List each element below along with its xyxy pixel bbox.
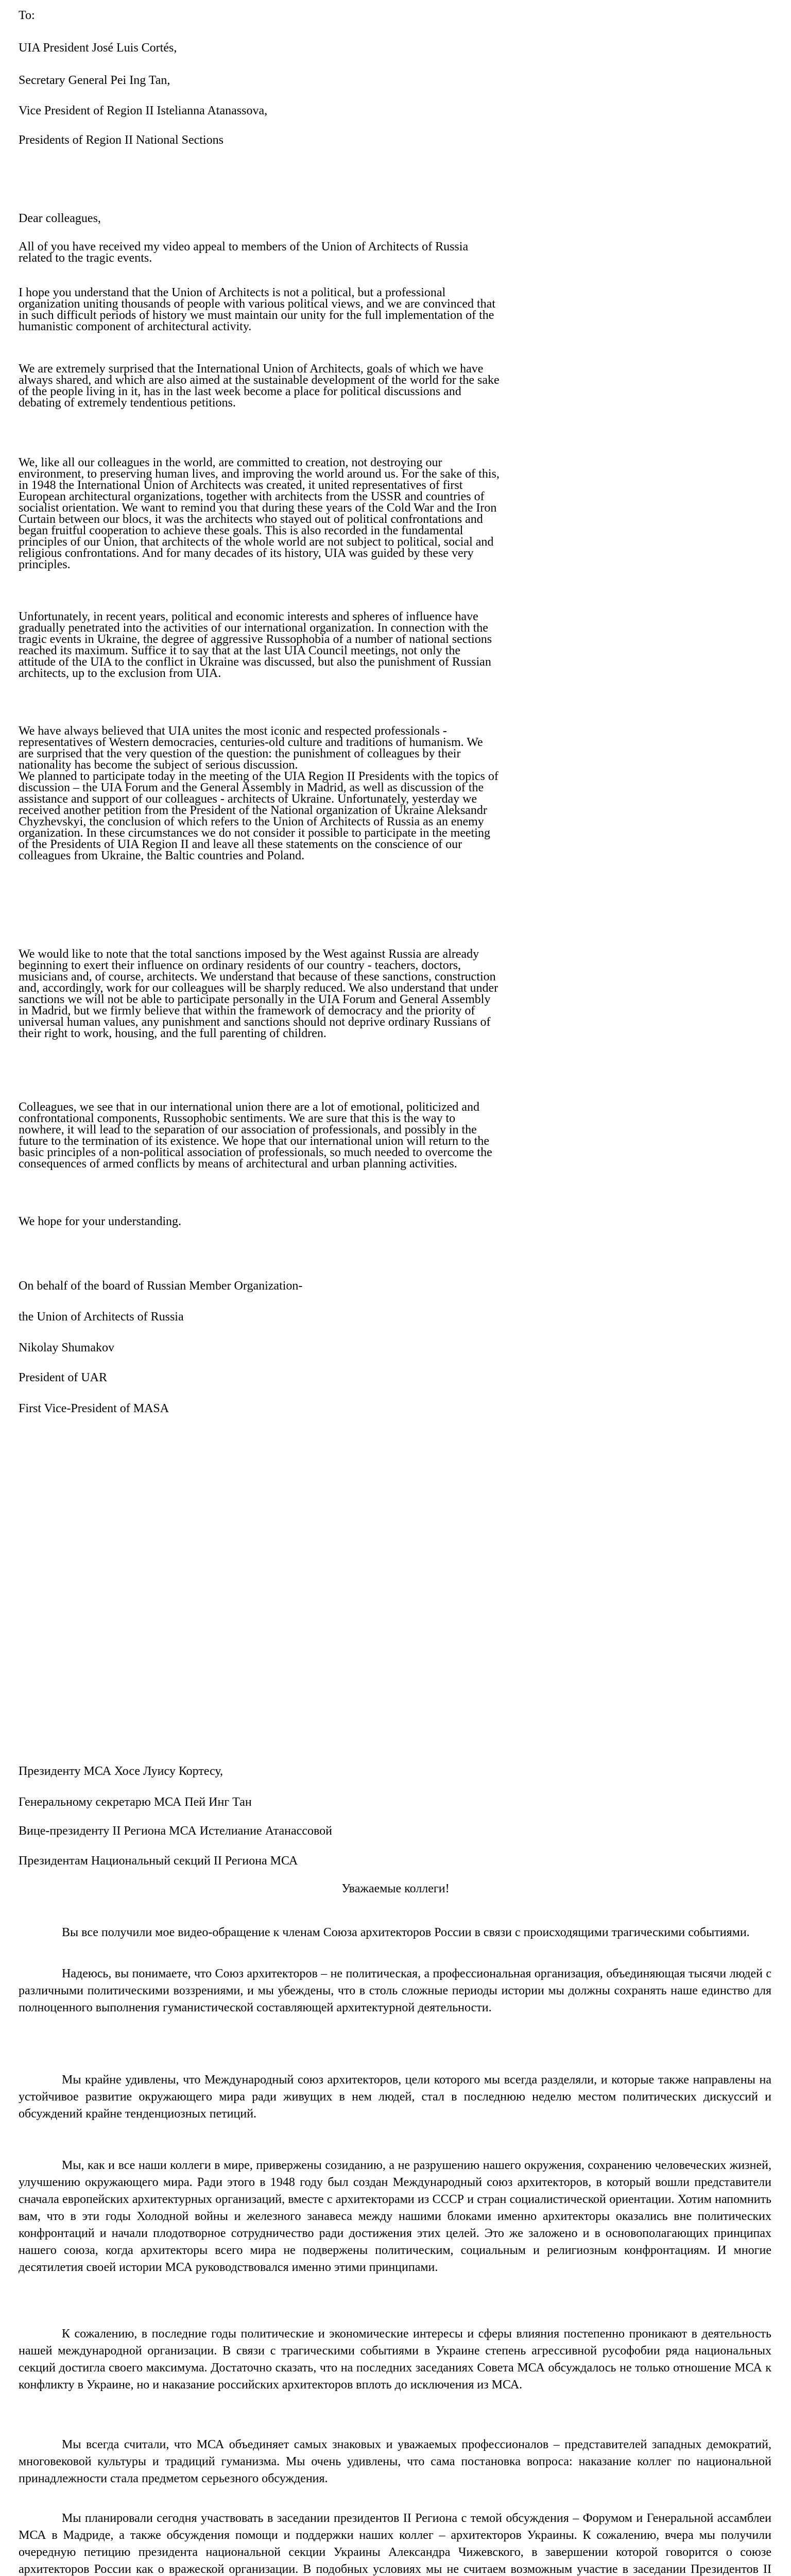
body-text-line: We have always believed that UIA unites the most iconic and respected professionals - (19, 724, 447, 738)
body-text-line: tragic events in Ukraine, the degree of aggressive Russophobia of a number of national sections (19, 633, 492, 646)
body-text-line: I hope you understand that the Union of Architects is not a political, but a professional (19, 286, 446, 299)
addressee-line-ru: Президенту МСА Хосе Луису Кортесу, (19, 1765, 223, 1778)
signature-line: the Union of Architects of Russia (19, 1310, 184, 1324)
body-text-line: religious confrontations. And for many decades of its history, UIA was guided by these very (19, 547, 474, 560)
body-text-line: universal human values, any punishment and sanctions should not deprive ordinary Russians of (19, 1015, 491, 1029)
addressee-line: Secretary General Pei Ing Tan, (19, 74, 170, 87)
body-paragraph-ru: Мы всегда считали, что МСА объединяет самых знаковых и уважаемых профессионалов – представителей западных демократий, многовековой культуры и традиций гуманизма. Мы очень удивлены, что сама постановка вопроса: наказание коллег по национальной принадлежности стала предметом серьезного обсуждения. (19, 2438, 771, 2485)
body-text-line: began fruitful cooperation to achieve these goals. This is also recorded in the fundamental (19, 524, 463, 537)
body-text-line: of the people living in it, has in the last week become a place for political discussions and (19, 385, 461, 398)
body-text-line: related to the tragic events. (19, 251, 152, 265)
body-text-line: architects, up to the exclusion from UIA. (19, 667, 221, 680)
body-text-line: basic principles of a non-political association of professionals, so much needed to overcome the (19, 1146, 492, 1159)
body-text-line: received another petition from the President of the National organization of Ukraine Aleksandr (19, 804, 487, 817)
body-text-line: sanctions we will not be able to participate personally in the UIA Forum and General Assembly (19, 993, 491, 1006)
addressee-line: UIA President José Luis Cortés, (19, 41, 177, 55)
body-text-line: colleagues from Ukraine, the Baltic countries and Poland. (19, 849, 305, 862)
body-text-line: humanistic component of architectural activity. (19, 320, 252, 333)
body-text-line: All of you have received my video appeal to members of the Union of Architects of Russia (19, 240, 469, 253)
body-text-line: We, like all our colleagues in the world, are committed to creation, not destroying our (19, 456, 442, 469)
body-text-line: of the Presidents of UIA Region II and leave all these statements on the conscience of our (19, 838, 462, 851)
body-paragraph-ru: Вы все получили мое видео-обращение к членам Союза архитекторов России в связи с происходящими трагическими событиями. (62, 1926, 750, 1939)
greeting-ru: Уважаемые коллеги! (341, 1882, 450, 1895)
body-text-line: debating of extremely tendentious petitions. (19, 396, 236, 410)
body-text-line: We hope for your understanding. (19, 1215, 181, 1228)
body-text-line: assistance and support of our colleagues - architects of Ukraine. Unfortunately, yesterday we (19, 792, 477, 806)
body-text-line: and, accordingly, work for our colleagues will be sharply reduced. We also understand that under (19, 981, 498, 995)
body-text-line: We would like to note that the total sanctions imposed by the West against Russia are already (19, 947, 479, 961)
body-paragraph-ru: Мы планировали сегодня участвовать в заседании президентов II Региона с темой обсуждения – Форумом и Генеральной ассамблеи МСА в Мадриде, а также обсуждения помощи и поддержки наших коллег – архитекторов Украины. К сожалению, вчера мы получили очередную петицию президента национальной секции Украины Александра Чижевского, в завершении которой говорится о союзе архитекторов России как о вражеской организации. В подобных условиях мы не считаем возможным участие в заседании Президентов II (19, 2512, 771, 2576)
body-paragraph-ru: К сожалению, в последние годы политические и экономические интересы и сферы влияния постепенно проникают в деятельность нашей международной организации. В связи с трагическими событиями в Украине степень агрессивной русофобии ряда национальных секций достигла своего максимума. Достаточно сказать, что на последних заседаниях Совета МСА обсуждалось не только отношение МСА к конфликту в Украине, но и наказание российских архитекторов вплоть до исключения из МСА. (19, 2327, 771, 2392)
addressee-line: Presidents of Region II National Sections (19, 133, 223, 147)
body-text-line: representatives of Western democracies, centuries-old culture and traditions of humanism. We (19, 736, 483, 749)
body-paragraph-ru: Мы крайне удивлены, что Международный союз архитекторов, цели которого мы всегда разделяли, и которые также направлены на устойчивое развитие окружающего мира ради живущих в нем людей, стал в последнюю неделю местом политических дискуссий и обсуждений крайне тенденциозных петиций. (19, 2073, 771, 2121)
addressee-line-ru: Президентам Национальный секций II Региона МСА (19, 1854, 298, 1868)
body-text-line: Colleagues, we see that in our international union there are a lot of emotional, politicized and (19, 1100, 480, 1114)
body-paragraph-ru: Мы, как и все наши коллеги в мире, привержены созиданию, а не разрушению нашего окружения, сохранению человеческих жизней, улучшению окружающего мира. Ради этого в 1948 году был создан Международный союз архитекторов, в который вошли представители сначала европейских архитектурных организаций, вместе с архитекторами из СССР и стран социалистической ориентации. Хотим напомнить вам, что в эти годы Холодной войны и железного занавеса между нашими блоками именно архитекторы оказались вне политических конфронтаций и начали плодотворное сотрудничество ради достижения этих целей. Это же заложено и в основополагающих принципах нашего союза, когда архитекторы всего мира не подвержены политическим, социальным и религиозным конфронтациям. И многие десятилетия своей истории МСА руководствовался именно этими принципами. (19, 2159, 771, 2274)
body-text-line: consequences of armed conflicts by means of architectural and urban planning activities. (19, 1157, 457, 1171)
body-text-line: nationality has become the subject of serious discussion. (19, 758, 298, 772)
body-text-line: nowhere, it will lead to the separation of our association of professionals, and possibly in the (19, 1123, 477, 1137)
body-text-line: future to the termination of its existence. We hope that our international union will return to the (19, 1134, 490, 1148)
body-text-line: We are extremely surprised that the International Union of Architects, goals of which we have (19, 362, 484, 376)
body-text-line: principles. (19, 558, 71, 571)
body-text-line: discussion – the UIA Forum and the General Assembly in Madrid, as well as discussion of the (19, 781, 484, 794)
body-text-line: European architectural organizations, together with architects from the USSR and countries of (19, 490, 485, 503)
body-text-line: musicians and, of course, architects. We understand that because of these sanctions, construction (19, 970, 496, 984)
signature-line: Nikolay Shumakov (19, 1341, 114, 1354)
body-text-line: beginning to exert their influence on ordinary residents of our country - teachers, doctors, (19, 959, 461, 972)
addressee-line-ru: Генеральному секретарю МСА Пей Инг Тан (19, 1795, 252, 1809)
body-text-line: Unfortunately, in recent years, political and economic interests and spheres of influence have (19, 610, 478, 623)
body-text-line: gradually penetrated into the activities of our international organization. In connection with the (19, 621, 488, 635)
body-text-line: always shared, and which are also aimed at the sustainable development of the world for the sake (19, 374, 500, 387)
body-text-line: Chyzhevskyi, the conclusion of which refers to the Union of Architects of Russia as an enemy (19, 815, 484, 828)
signature-line: President of UAR (19, 1371, 107, 1384)
addressee-line: To: (19, 9, 35, 22)
body-text-line: in such difficult periods of history we must maintain our unity for the full implementation of the (19, 309, 494, 322)
body-text-line: in 1948 the International Union of Architects was created, it united representatives of first (19, 479, 463, 492)
body-paragraph-ru: Надеюсь, вы понимаете, что Союз архитекторов – не политическая, а профессиональная организация, объединяющая тысячи людей с различными политическими воззрениями, и мы убеждены, что в столь сложные периоды истории мы должны сохранять наше единство для полноценного выполнения гуманистической составляющей архитектурной деятельности. (19, 1967, 771, 2014)
body-text-line: confrontational components, Russophobic sentiments. We are sure that this is the way to (19, 1112, 456, 1125)
signature-line: On behalf of the board of Russian Member Organization- (19, 1279, 303, 1293)
body-text-line: in Madrid, but we firmly believe that within the framework of democracy and the priority of (19, 1004, 475, 1018)
body-text-line: socialist orientation. We want to remind you that during these years of the Cold War and the Iron (19, 501, 497, 515)
body-text-line: environment, to preserving human lives, and improving the world around us. For the sake of this, (19, 467, 500, 481)
addressee-line-ru: Вице-президенту II Региона МСА Истелиание Атанассовой (19, 1824, 332, 1838)
greeting: Dear colleagues, (19, 212, 101, 225)
body-text-line: their right to work, housing, and the full parenting of children. (19, 1027, 326, 1040)
body-text-line: are surprised that the very question of the question: the punishment of colleagues by their (19, 747, 461, 760)
body-text-line: organization. In these circumstances we do not consider it possible to participate in the meeting (19, 826, 490, 840)
body-text-line: We planned to participate today in the meeting of the UIA Region II Presidents with the topics of (19, 770, 498, 783)
body-text-line: principles of our Union, that architects of the whole world are not subject to political, social and (19, 535, 494, 549)
addressee-line: Vice President of Region II Istelianna Atanassova, (19, 104, 268, 117)
signature-line: First Vice-President of MASA (19, 1402, 169, 1415)
body-text-line: organization uniting thousands of people with various political views, and we are convinced that (19, 297, 495, 311)
body-text-line: reached its maximum. Suffice it to say that at the last UIA Council meetings, not only the (19, 644, 461, 657)
body-text-line: Curtain between our blocs, it was the architects who stayed out of political confrontations and (19, 513, 483, 526)
body-text-line: attitude of the UIA to the conflict in Ukraine was discussed, but also the punishment of Russian (19, 655, 491, 669)
